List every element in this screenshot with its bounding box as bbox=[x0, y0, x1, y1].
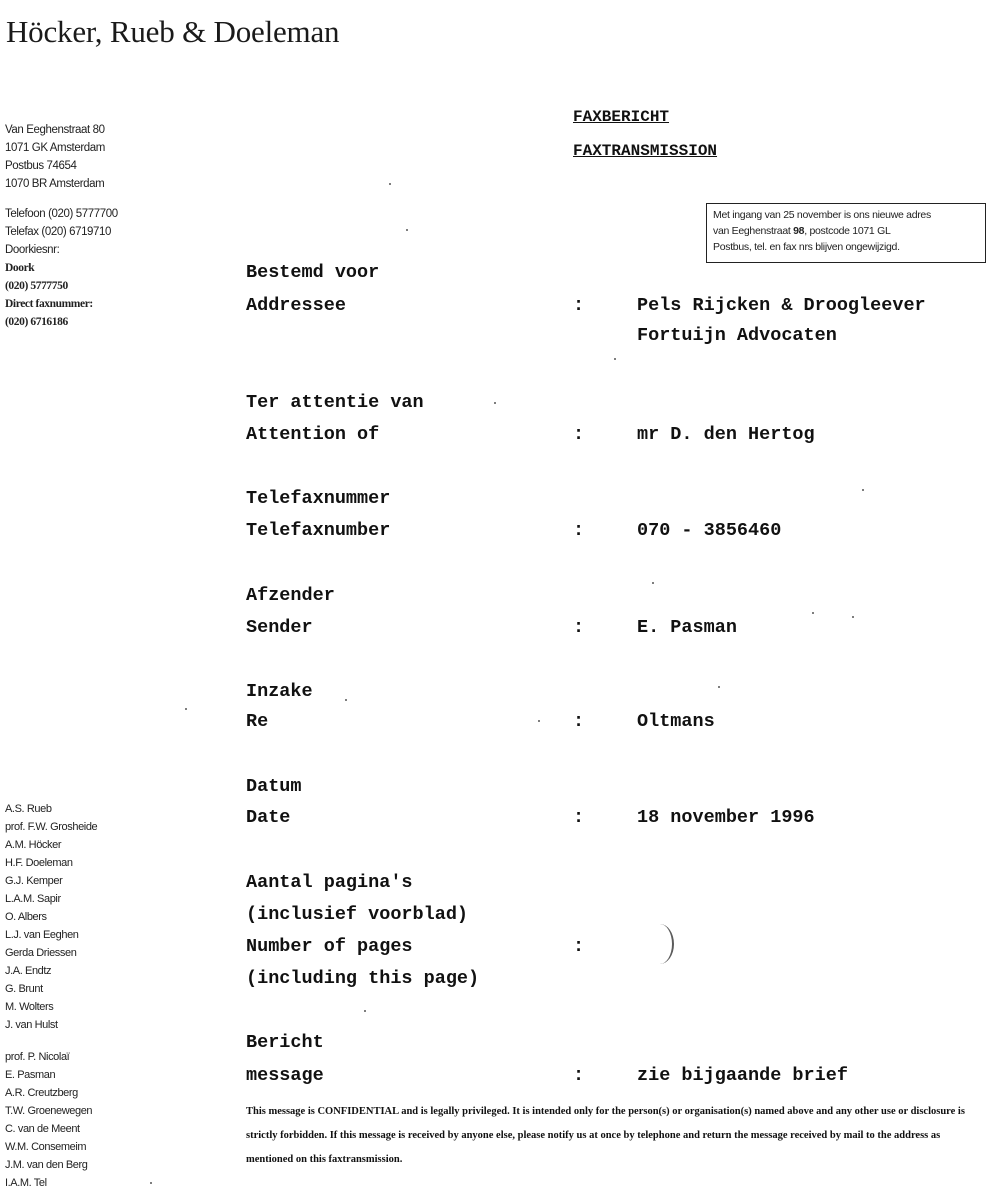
scan-speck bbox=[185, 708, 187, 710]
notice-text: , postcode 1071 GL bbox=[804, 225, 891, 237]
label-nl: Ter attentie van bbox=[246, 392, 424, 413]
staff-member: T.W. Groenewegen bbox=[5, 1105, 93, 1117]
staff-list-associates bbox=[5, 1048, 92, 1192]
staff-member: G.J. Kemper bbox=[5, 875, 63, 887]
staff-member: J.A. Endtz bbox=[5, 965, 52, 977]
label-nl: Aantal pagina's bbox=[246, 872, 413, 893]
scan-speck bbox=[389, 183, 391, 185]
staff-member: G. Brunt bbox=[5, 983, 43, 995]
scan-speck bbox=[538, 720, 540, 722]
firm-name: Höcker, Rueb & Doeleman bbox=[6, 14, 340, 49]
sender-value: E. Pasman bbox=[637, 617, 737, 638]
staff-list-partners bbox=[5, 800, 97, 1034]
scan-speck bbox=[494, 402, 496, 404]
label-nl: Inzake bbox=[246, 681, 313, 702]
colon: : bbox=[573, 424, 585, 445]
label-en: Date bbox=[246, 807, 291, 828]
scan-speck bbox=[345, 699, 347, 701]
label-en: Attention of bbox=[246, 424, 380, 445]
staff-member: prof. F.W. Grosheide bbox=[5, 821, 98, 833]
address-change-notice bbox=[706, 203, 986, 263]
notice-text: van Eeghenstraat bbox=[713, 225, 794, 237]
address-line: Postbus 74654 bbox=[5, 160, 77, 172]
label-nl: Bericht bbox=[246, 1032, 324, 1053]
re-value: Oltmans bbox=[637, 711, 715, 732]
handwritten-page-count-mark bbox=[646, 924, 674, 964]
message-value: zie bijgaande brief bbox=[637, 1065, 848, 1086]
sender-address-block bbox=[5, 121, 118, 331]
scan-speck bbox=[150, 1182, 152, 1184]
colon: : bbox=[573, 807, 585, 828]
colon: : bbox=[573, 711, 585, 732]
label-nl-sub: (inclusief voorblad) bbox=[246, 904, 469, 925]
staff-member: prof. P. Nicolaï bbox=[5, 1051, 70, 1063]
label-en-sub: (including this page) bbox=[246, 968, 480, 989]
fax-heading bbox=[573, 100, 717, 168]
addressee-value: Pels Rijcken & Droogleever bbox=[637, 295, 926, 316]
scan-speck bbox=[852, 616, 854, 618]
label-en: Addressee bbox=[246, 295, 346, 316]
addressee-value-2: Fortuijn Advocaten bbox=[637, 325, 837, 346]
notice-line: Met ingang van 25 november is ons nieuwe adres bbox=[713, 209, 931, 221]
staff-member: A.R. Creutzberg bbox=[5, 1087, 78, 1099]
notice-line: Postbus, tel. en fax nrs blijven ongewijzigd. bbox=[713, 241, 900, 253]
notice-number: 98 bbox=[793, 225, 805, 237]
label-nl: Bestemd voor bbox=[246, 262, 380, 283]
address-line: 1071 GK Amsterdam bbox=[5, 142, 105, 154]
scan-speck bbox=[812, 612, 814, 614]
label-en: message bbox=[246, 1065, 324, 1086]
staff-member: W.M. Consemeim bbox=[5, 1141, 87, 1153]
scan-speck bbox=[718, 686, 720, 688]
label-en: Sender bbox=[246, 617, 313, 638]
staff-member: O. Albers bbox=[5, 911, 47, 923]
label-nl: Telefaxnummer bbox=[246, 488, 391, 509]
scan-speck bbox=[406, 229, 408, 231]
address-line: 1070 BR Amsterdam bbox=[5, 178, 105, 190]
staff-member: J. van Hulst bbox=[5, 1019, 58, 1031]
staff-member: C. van de Meent bbox=[5, 1123, 80, 1135]
fax-heading-nl: FAXBERICHT bbox=[573, 108, 670, 126]
doorkies-number: (020) 5777750 bbox=[5, 280, 68, 292]
colon: : bbox=[573, 520, 585, 541]
staff-member: H.F. Doeleman bbox=[5, 857, 73, 869]
date-value: 18 november 1996 bbox=[637, 807, 815, 828]
staff-member: J.M. van den Berg bbox=[5, 1159, 88, 1171]
label-en: Re bbox=[246, 711, 269, 732]
colon: : bbox=[573, 295, 585, 316]
telefax-line: Telefax (020) 6719710 bbox=[5, 226, 112, 238]
label-nl: Datum bbox=[246, 776, 302, 797]
doorkies-label: Doorkiesnr: bbox=[5, 244, 60, 256]
attention-value: mr D. den Hertog bbox=[637, 424, 815, 445]
label-nl: Afzender bbox=[246, 585, 335, 606]
doorkies-sublabel: Doork bbox=[5, 262, 35, 274]
staff-member: A.S. Rueb bbox=[5, 803, 52, 815]
direct-fax-label: Direct faxnummer: bbox=[5, 298, 93, 310]
scan-speck bbox=[652, 582, 654, 584]
label-en: Number of pages bbox=[246, 936, 413, 957]
colon: : bbox=[573, 936, 585, 957]
staff-member: A.M. Höcker bbox=[5, 839, 62, 851]
colon: : bbox=[573, 617, 585, 638]
fax-heading-en: FAXTRANSMISSION bbox=[573, 142, 718, 160]
staff-member: Gerda Driessen bbox=[5, 947, 77, 959]
address-line: Van Eeghenstraat 80 bbox=[5, 124, 105, 136]
notice-line bbox=[713, 223, 979, 239]
telephone-line: Telefoon (020) 5777700 bbox=[5, 208, 118, 220]
scan-speck bbox=[614, 358, 616, 360]
staff-member: L.J. van Eeghen bbox=[5, 929, 79, 941]
colon: : bbox=[573, 1065, 585, 1086]
label-en: Telefaxnumber bbox=[246, 520, 391, 541]
confidentiality-notice: This message is CONFIDENTIAL and is legally privileged. It is intended only for the person(s) or organisation(s) named above and any other use or disclosure is strictly forbidden. If this message is received by anyone else, please notify us at once by telephone and return the message received by mail to the address as mentioned on this faxtransmission. bbox=[246, 1106, 965, 1165]
scan-speck bbox=[862, 489, 864, 491]
direct-fax-number: (020) 6716186 bbox=[5, 316, 68, 328]
faxnumber-value: 070 - 3856460 bbox=[637, 520, 782, 541]
staff-member: E. Pasman bbox=[5, 1069, 56, 1081]
scan-speck bbox=[364, 1010, 366, 1012]
staff-member: L.A.M. Sapir bbox=[5, 893, 61, 905]
staff-member: I.A.M. Tel bbox=[5, 1177, 47, 1189]
staff-member: M. Wolters bbox=[5, 1001, 54, 1013]
